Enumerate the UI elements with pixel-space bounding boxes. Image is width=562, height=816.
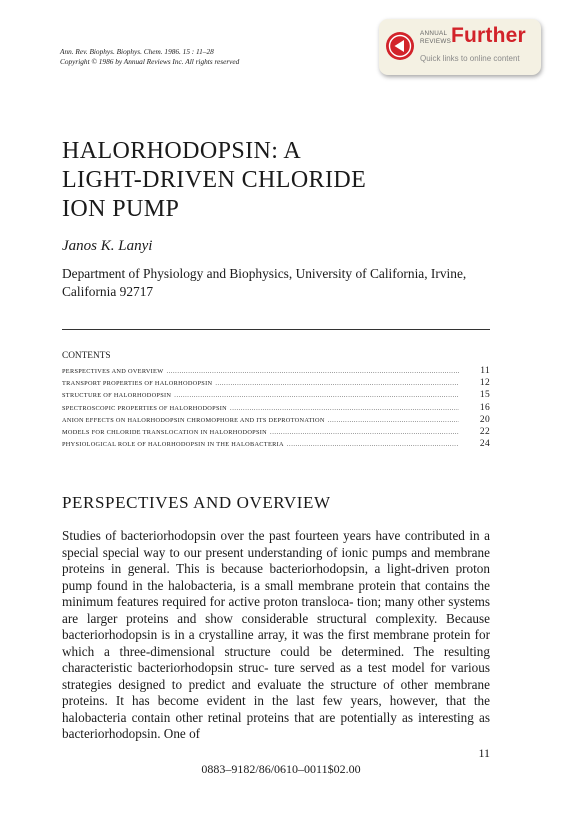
toc-leader-dots — [174, 392, 459, 399]
banner-subtitle: Quick links to online content — [420, 54, 520, 63]
toc-item-label: PHYSIOLOGICAL ROLE OF HALORHODOPSIN IN THE HALOBACTERIA — [62, 441, 284, 449]
toc-item[interactable] — [62, 366, 490, 378]
toc-item[interactable] — [62, 403, 490, 415]
further-reviews-banner[interactable] — [379, 19, 541, 75]
toc-item-page: 22 — [479, 426, 490, 437]
toc-item-label: PERSPECTIVES AND OVERVIEW — [62, 368, 164, 375]
play-triangle-icon — [385, 31, 415, 61]
divider-rule — [62, 329, 490, 330]
page-number: 11 — [478, 746, 490, 760]
toc-item-page: 11 — [480, 366, 490, 376]
toc-item[interactable] — [62, 390, 490, 402]
contents-heading: CONTENTS — [62, 351, 111, 361]
toc-item-label: ANION EFFECTS ON HALORHODOPSIN CHROMOPHORE AND ITS DEPROTONATION — [62, 416, 325, 424]
banner-reviews: REVIEWS — [420, 37, 452, 45]
toc-item-label: TRANSPORT PROPERTIES OF HALORHODOPSIN — [62, 380, 213, 388]
toc-item-label: SPECTROSCOPIC PROPERTIES OF HALORHODOPSIN — [62, 404, 228, 412]
title-line-3: ION PUMP — [62, 196, 180, 222]
toc-item[interactable] — [62, 415, 490, 427]
journal-citation — [60, 47, 360, 67]
toc-item-page: 16 — [479, 402, 490, 413]
body-paragraph: Studies of bacteriorhodopsin over the past fourteen years have contributed in a special special way to our present understanding of ionic pumps and membrane proteins in general. This is because bacteriorhodopsin, a light-driven proton pump found in the halobacteria, is a small membrane protein that contains the minimum features required for active proton transloca- tion; many other systems are larger proteins and show considerable structural complexity. Because bacteriorhodopsin is in a crystalline array, it was the first membrane protein for which a three-dimensional structure could be determined. The resulting characteristic bacteriorhodopsin struc- ture served as a test model for various strategies designed to predict and evaluate the structure of other membrane proteins. It has become evident in the last few years, however, that the halobacteria contain other retinal proteins that are potentially as interesting as bacteriorhodopsin. One of — [62, 528, 490, 741]
banner-further: Further — [451, 24, 526, 47]
author-affiliation — [62, 265, 502, 301]
toc-item[interactable] — [62, 439, 490, 451]
toc-leader-dots — [230, 405, 459, 412]
title-line-2: LIGHT-DRIVEN CHLORIDE — [62, 167, 367, 193]
toc-leader-dots — [328, 417, 459, 424]
toc-item[interactable] — [62, 427, 490, 439]
toc-item-page: 20 — [479, 414, 490, 425]
toc-leader-dots — [166, 368, 459, 375]
table-of-contents — [62, 366, 490, 451]
toc-item-label: MODELS FOR CHLORIDE TRANSLOCATION IN HALORHODOPSIN — [62, 428, 268, 436]
footer-code: 0883–9182/86/0610–0011$02.00 — [201, 762, 361, 776]
toc-item-page: 15 — [479, 390, 490, 401]
citation-line-2: Copyright © 1986 by Annual Reviews Inc. All rights reserved — [60, 57, 240, 66]
affiliation-line-2: California 92717 — [62, 284, 154, 299]
title-line-1: HALORHODOPSIN: A — [62, 138, 302, 164]
banner-annual: ANNUAL — [420, 30, 448, 37]
banner-annual-reviews-label — [420, 30, 451, 45]
article-title — [62, 137, 482, 224]
toc-leader-dots — [270, 429, 459, 436]
toc-leader-dots — [287, 441, 459, 448]
author-name: Janos K. Lanyi — [62, 238, 153, 254]
toc-item-page: 24 — [479, 439, 490, 450]
affiliation-line-1: Department of Physiology and Biophysics, University of California, Irvine, — [62, 266, 467, 281]
toc-item-label: STRUCTURE OF HALORHODOPSIN — [62, 392, 172, 400]
toc-item-page: 12 — [479, 378, 490, 389]
citation-line-1: Ann. Rev. Biophys. Biophys. Chem. 1986. 15 : 11–28 — [60, 47, 214, 56]
section-heading: PERSPECTIVES AND OVERVIEW — [62, 493, 331, 512]
toc-leader-dots — [215, 380, 459, 387]
toc-item[interactable] — [62, 378, 490, 390]
